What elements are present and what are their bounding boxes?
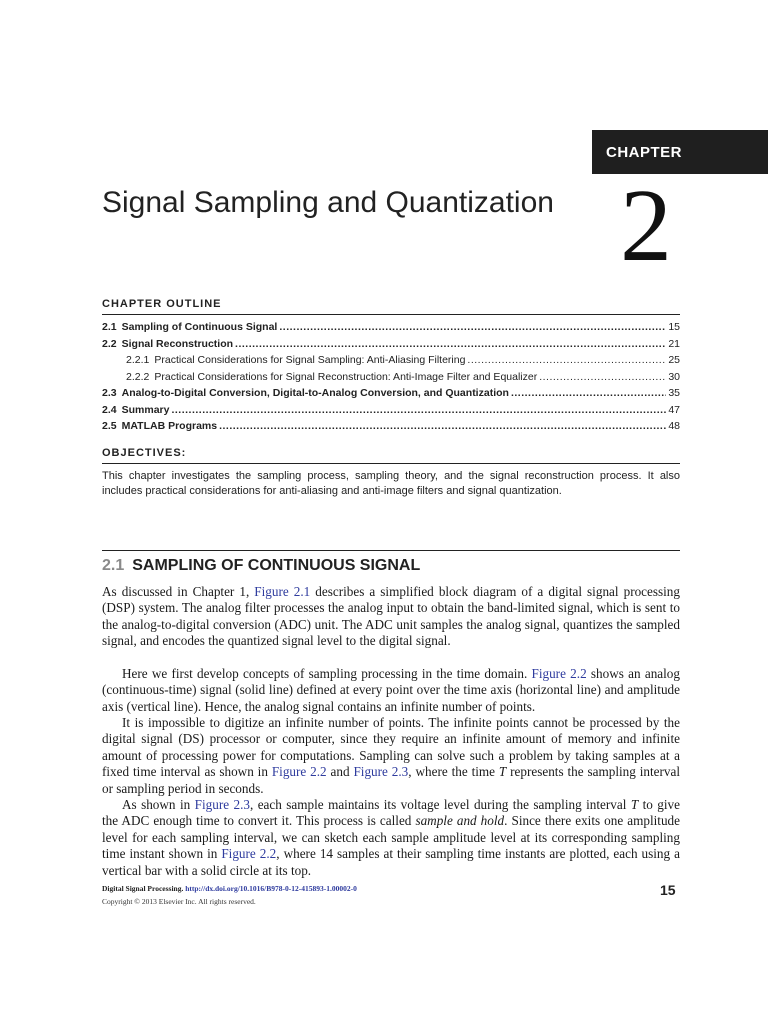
section-heading [102, 557, 420, 575]
outline-heading: CHAPTER OUTLINE [102, 298, 222, 310]
objectives-heading: OBJECTIVES: [102, 447, 187, 459]
section-number: 2.1 [102, 557, 125, 574]
outline-item-page: 35 [668, 387, 680, 399]
outline-item[interactable] [102, 418, 680, 435]
section-rule [102, 550, 680, 551]
outline-item-title: Summary [121, 403, 170, 416]
outline-item-number: 2.2 [102, 337, 117, 350]
figure-link[interactable]: Figure 2.2 [221, 846, 277, 862]
chapter-label: CHAPTER [606, 143, 683, 161]
chapter-number: 2 [620, 168, 672, 283]
outline-item-page: 48 [668, 420, 680, 432]
section-title: SAMPLING OF CONTINUOUS SIGNAL [132, 557, 421, 574]
page-number: 15 [660, 882, 676, 898]
outline-item-title: Practical Considerations for Signal Sampling: Anti-Aliasing Filtering [154, 354, 466, 366]
dot-leader [467, 352, 666, 369]
figure-link[interactable]: Figure 2.2 [271, 764, 327, 780]
body-paragraph-1: As discussed in Chapter 1, Figure 2.1 describes a simplified block diagram of a digital signal processing (DSP) system. The analog filter processes the analog input to obtain the band-limited signal, which is sent to the analog-to-digital conversion (ADC) unit. The ADC unit samples the analog signal, quantizes the sampled signal, and encodes the quantized signal level to the digital signal. [102, 584, 680, 649]
figure-link[interactable]: Figure 2.3 [353, 764, 409, 780]
outline-item-page: 30 [668, 370, 680, 383]
outline-subitem[interactable] [102, 369, 680, 386]
dot-leader [511, 385, 666, 402]
chapter-label-tab [592, 130, 768, 174]
outline-item-number: 2.3 [102, 387, 117, 399]
outline-item-number: 2.2.2 [126, 370, 150, 383]
objectives-rule [102, 463, 680, 464]
body-paragraph-2: Here we first develop concepts of sampling processing in the time domain. Figure 2.2 shows an analog (continuous-time) signal (solid line) defined at every point over the time axis (horizontal line) and amplitude axis (vertical line). Hence, the analog signal contains an infinite number of points. [102, 666, 680, 714]
outline-item[interactable] [102, 385, 680, 402]
doi-link[interactable]: http://dx.doi.org/10.1016/B978-0-12-415893-1.00002-0 [185, 884, 357, 893]
outline-item[interactable] [102, 336, 680, 353]
outline-item-page: 15 [668, 321, 680, 333]
dot-leader [235, 336, 666, 353]
footer-book-title: Digital Signal Processing. [102, 884, 184, 893]
outline-item-page: 21 [668, 337, 680, 350]
chapter-outline [102, 319, 680, 435]
chapter-title: Signal Sampling and Quantization [102, 186, 554, 219]
outline-rule [102, 314, 680, 315]
dot-leader [279, 319, 666, 336]
figure-link[interactable]: Figure 2.3 [194, 797, 250, 812]
outline-item[interactable] [102, 402, 680, 419]
outline-item[interactable] [102, 319, 680, 336]
footer-citation [102, 884, 357, 893]
outline-item-title: Practical Considerations for Signal Reconstruction: Anti-Image Filter and Equalizer [154, 370, 538, 383]
outline-subitem[interactable] [102, 352, 680, 369]
outline-item-number: 2.4 [102, 403, 117, 416]
outline-item-title: Signal Reconstruction [121, 337, 234, 350]
dot-leader [171, 402, 666, 419]
footer-copyright: Copyright © 2013 Elsevier Inc. All rights reserved. [102, 897, 256, 906]
body-paragraph-3: It is impossible to digitize an infinite number of points. The infinite points cannot be processed by the digital signal (DS) processor or computer, since they require an infinite amount of memory and infinite amount of processing power for computations. Sampling can solve such a problem by taking samples at a fixed time interval as shown in Figure 2.2 and Figure 2.3, where the time T represents the sampling interval or sampling period in seconds. [102, 715, 681, 796]
dot-leader [539, 369, 666, 386]
objectives-text: This chapter investigates the sampling process, sampling theory, and the signal reconstruction process. It also includes practical considerations for anti-aliasing and anti-image filters and signal quantization. [102, 470, 680, 497]
outline-item-number: 2.1 [102, 321, 117, 333]
outline-item-title: Analog-to-Digital Conversion, Digital-to-Analog Conversion, and Quantization [121, 387, 509, 399]
figure-link[interactable]: Figure 2.2 [531, 666, 587, 681]
dot-leader [219, 418, 666, 435]
outline-item-title: Sampling of Continuous Signal [121, 321, 278, 333]
figure-link[interactable]: Figure 2.1 [254, 584, 311, 599]
outline-item-page: 47 [668, 403, 680, 416]
body-paragraph-4: As shown in Figure 2.3, each sample maintains its voltage level during the sampling interval T to give the ADC enough time to convert it. This process is called sample and hold. Since there exits one amplitude level for each sampling interval, we can sketch each sample amplitude level at its corresponding sampling time instant shown in Figure 2.2, where 14 samples at their sampling time instants are plotted, each using a vertical bar with a solid circle at its top. [102, 797, 681, 878]
outline-item-number: 2.5 [102, 420, 117, 432]
outline-item-number: 2.2.1 [126, 354, 150, 366]
outline-item-title: MATLAB Programs [121, 420, 218, 432]
outline-item-page: 25 [668, 354, 680, 366]
